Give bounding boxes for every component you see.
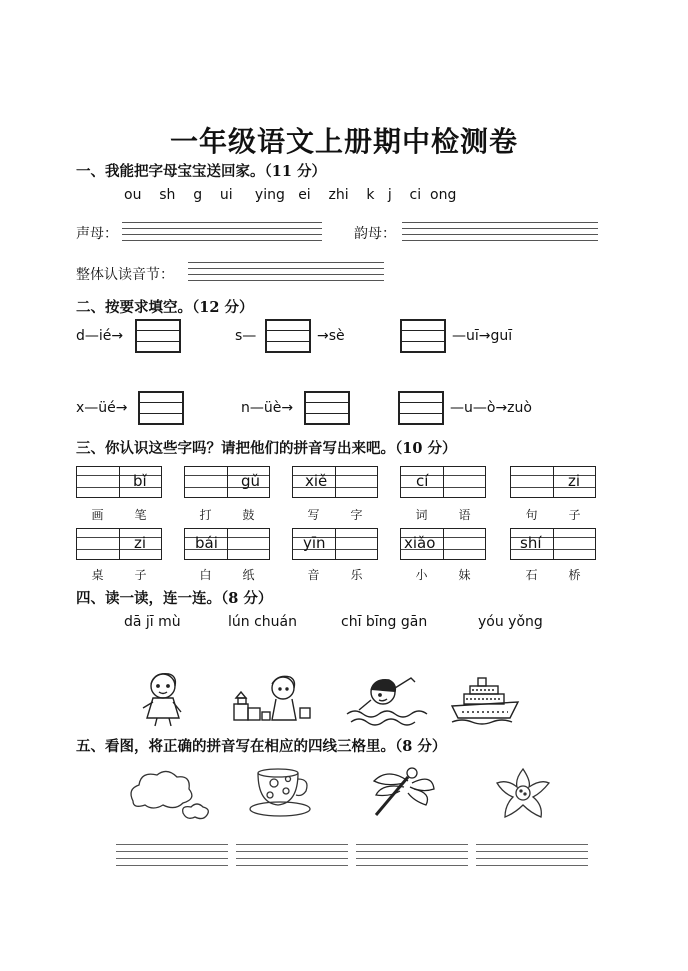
fill-box-3[interactable] [400,319,446,353]
fill-5-text: n—üè→ [241,400,294,416]
pinyin-answer: zi [568,472,581,490]
pinyin-answer: bǐ [133,472,147,490]
fill-box-1[interactable] [135,319,181,353]
boy-blocks-drawing [228,668,318,728]
char: 音 [307,568,320,582]
swimmer-drawing [345,670,430,728]
char: 语 [458,508,471,522]
word-2: chī bīng gān [341,614,428,630]
fill-box-2[interactable] [265,319,311,353]
char-pair [510,566,596,583]
section-1-heading: 一、我能把字母宝宝送回家。（11 分） [76,163,326,180]
section-5-heading: 五、看图，将正确的拼音写在相应的四线三格里。（8 分） [76,738,447,755]
char: 乐 [350,568,363,582]
fill-box-5[interactable] [304,391,350,425]
char: 子 [134,568,147,582]
girl-drawing [135,668,195,728]
char: 鼓 [242,508,255,522]
char-pair [76,566,162,583]
pinyin-answer: xiǎo [404,534,436,552]
fill-4-text: x—üé→ [76,400,128,416]
cloud-drawing [125,765,215,827]
char: 写 [307,508,320,522]
char: 纸 [242,568,255,582]
yunmu-answer-lines[interactable] [402,222,598,242]
pinyin-grid [76,528,162,560]
char: 石 [525,568,538,582]
char-pair [76,506,162,523]
fill-6-text: —u—ò→zuò [450,400,532,416]
char-pair [184,566,270,583]
shengmu-answer-lines[interactable] [122,222,322,242]
pinyin-answer: cí [416,472,429,490]
pinyin-grid [292,528,378,560]
char-pair [292,506,378,523]
pinyin-answer: shí [520,534,542,552]
word-1: lún chuán [228,614,297,630]
char: 妹 [458,568,471,582]
char: 笔 [134,508,147,522]
char: 字 [350,508,363,522]
char: 桌 [91,568,104,582]
zhengti-answer-lines[interactable] [188,262,384,282]
fill-2-text: s— [235,328,257,344]
char-pair [510,506,596,523]
pinyin-answer: gǔ [241,472,261,490]
zhengti-label: 整体认读音节： [76,267,174,283]
flower-drawing [493,765,553,825]
word-0: dā jī mù [124,614,181,630]
char: 打 [199,508,212,522]
writing-lines[interactable] [476,844,588,866]
pinyin-grid [510,528,596,560]
char: 句 [525,508,538,522]
pinyin-grid [76,466,162,498]
teacup-drawing [248,765,318,821]
pinyin-answer: xiě [305,472,328,490]
pinyin-grid [400,466,486,498]
yunmu-label: 韵母： [354,226,396,242]
pinyin-grid [400,528,486,560]
char-pair [292,566,378,583]
writing-lines[interactable] [116,844,228,866]
writing-lines[interactable] [236,844,348,866]
letters-list: ou sh g ui ying ei zhi k j ci ong [124,187,457,203]
char-pair [400,506,486,523]
section-3-heading: 三、你认识这些字吗？请把他们的拼音写出来吧。（10 分） [76,440,457,457]
pinyin-answer: zi [134,534,147,552]
page-title: 一年级语文上册期中检测卷 [169,125,518,158]
fill-2-result: →sè [317,328,345,344]
char: 桥 [568,568,581,582]
char-pair [400,566,486,583]
pinyin-grid [184,528,270,560]
shengmu-label: 声母： [76,226,118,242]
pinyin-grid [510,466,596,498]
char: 词 [415,508,428,522]
pinyin-grid [292,466,378,498]
pinyin-answer: yīn [303,534,326,552]
char: 子 [568,508,581,522]
word-3: yóu yǒng [478,614,543,630]
char-pair [184,506,270,523]
ship-drawing [450,672,520,726]
fill-1-text: d—ié→ [76,328,124,344]
fill-box-4[interactable] [138,391,184,425]
section-4-heading: 四、读一读，连一连。（8 分） [76,590,273,607]
writing-lines[interactable] [356,844,468,866]
dragonfly-drawing [368,765,438,823]
char: 白 [199,568,212,582]
char: 画 [91,508,104,522]
section-2-heading: 二、按要求填空。（12 分） [76,299,254,316]
pinyin-answer: bái [195,534,218,552]
char: 小 [415,568,428,582]
pinyin-grid [184,466,270,498]
fill-box-6[interactable] [398,391,444,425]
fill-3-text: —uī→guī [452,328,513,344]
